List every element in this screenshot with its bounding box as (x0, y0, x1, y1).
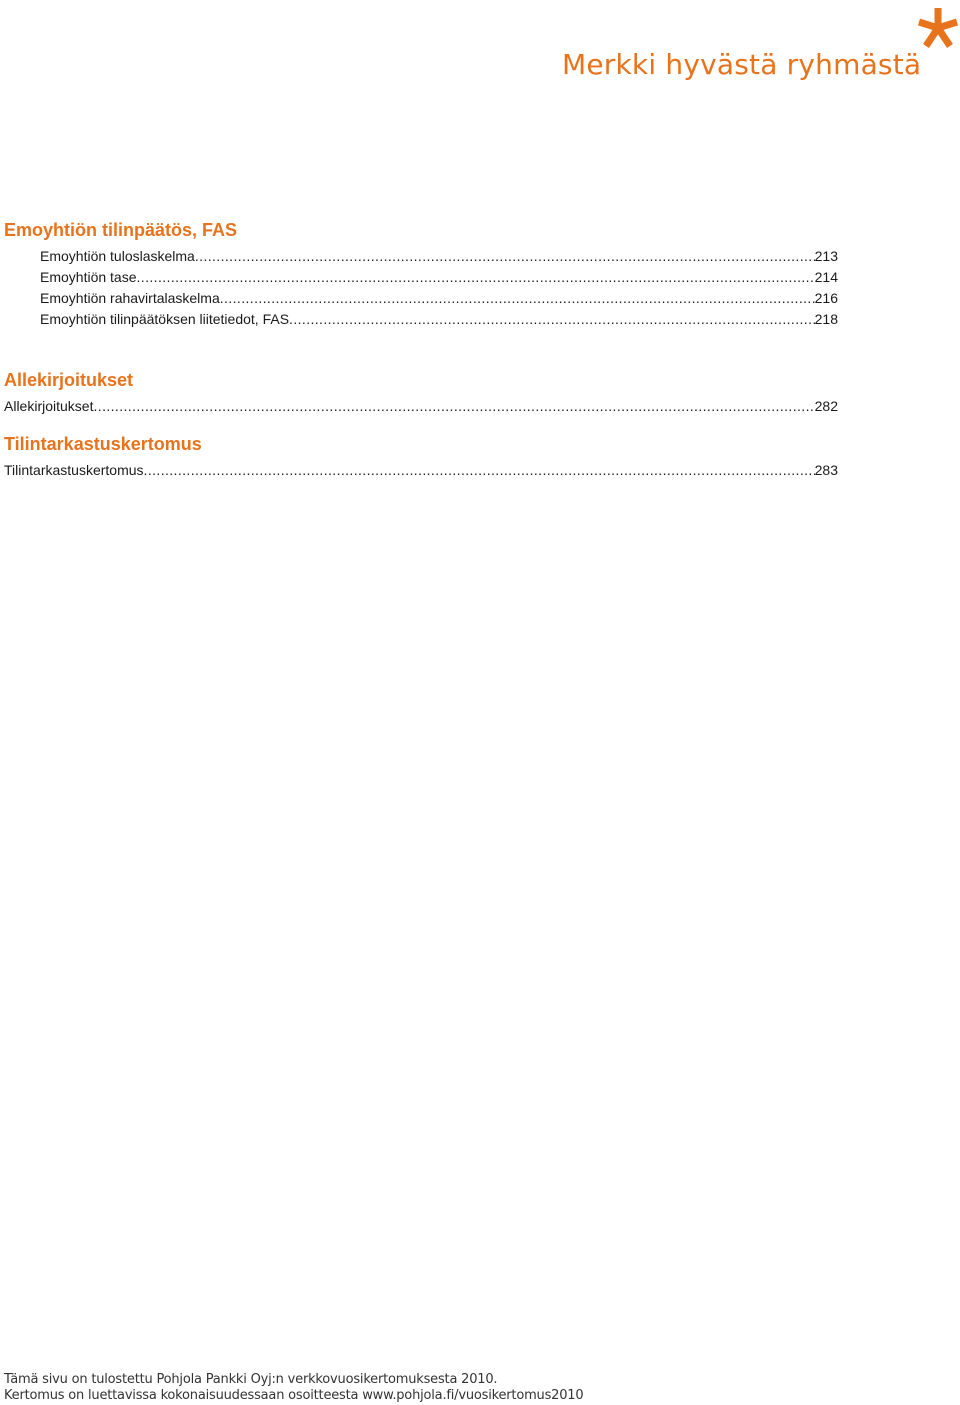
toc-entry[interactable] (4, 460, 838, 481)
dot-leader (137, 267, 815, 288)
toc-entry[interactable] (4, 288, 838, 309)
toc-entry-page: 282 (814, 398, 838, 414)
asterisk-icon (916, 6, 960, 50)
dot-leader (220, 288, 815, 309)
footer-line-2: Kertomus on luettavissa kokonaisuudessaan osoitteesta www.pohjola.fi/vuosikertomus2010 (4, 1388, 584, 1403)
toc-entry-label: Emoyhtiön tilinpäätöksen liitetiedot, FAS (40, 311, 290, 327)
dot-leader (289, 309, 815, 330)
section-heading: Emoyhtiön tilinpäätös, FAS (4, 220, 238, 240)
section-heading: Allekirjoitukset (4, 370, 134, 390)
footer-line-1: Tämä sivu on tulostettu Pohjola Pankki Oyj:n verkkovuosikertomuksesta 2010. (4, 1372, 498, 1387)
toc-entry-page: 213 (814, 248, 838, 264)
toc-entry[interactable] (4, 396, 838, 417)
toc-entry-page: 283 (814, 462, 838, 478)
toc-section-auditors-report (4, 432, 838, 481)
toc-entry-page: 216 (814, 290, 838, 306)
page-tagline: Merkki hyvästä ryhmästä (562, 48, 922, 81)
toc-entry-label: Emoyhtiön tase (40, 269, 137, 285)
dot-leader (144, 460, 815, 481)
toc-entry-label: Emoyhtiön rahavirtalaskelma (40, 290, 220, 306)
toc-entry[interactable] (4, 309, 838, 330)
toc-section-parent-financial-statements (4, 218, 838, 330)
toc-entry-label: Allekirjoitukset (4, 398, 94, 414)
toc-entry-label: Tilintarkastuskertomus (4, 462, 144, 478)
toc-entry-page: 214 (814, 269, 838, 285)
print-footer (4, 1372, 583, 1404)
toc-entry[interactable] (4, 267, 838, 288)
toc-section-signatures (4, 368, 838, 417)
dot-leader (195, 246, 815, 267)
toc-entry-page: 218 (814, 311, 838, 327)
dot-leader (93, 396, 814, 417)
toc-entry-label: Emoyhtiön tuloslaskelma (40, 248, 195, 264)
section-heading: Tilintarkastuskertomus (4, 434, 202, 454)
toc-entry[interactable] (4, 246, 838, 267)
